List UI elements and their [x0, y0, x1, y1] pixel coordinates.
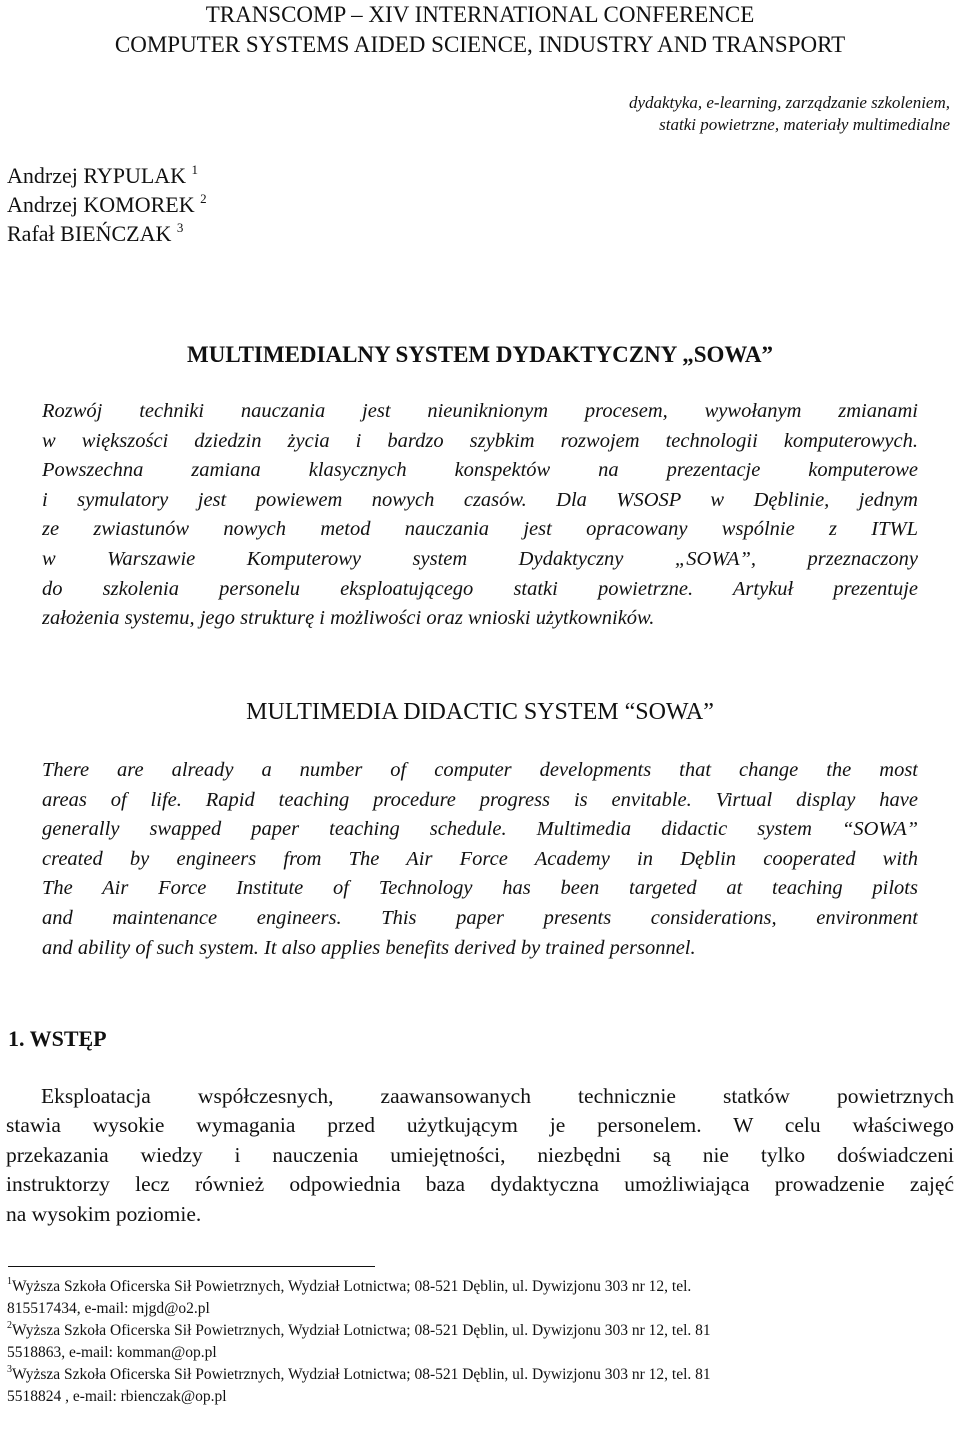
footnote-mark: 2 [7, 1320, 12, 1331]
author-affiliation-mark: 2 [200, 191, 207, 206]
footnote: $^2$Wyższa Szkoła Oficerska Sił Powietrznych, Wydział Lotnictwa; 08-521 Dęblin, ul. Dywizjonu 303 nr 12, tel. 81 [7, 1320, 711, 1339]
paper-title-en: MULTIMEDIA DIDACTIC SYSTEM “SOWA” [246, 699, 714, 725]
body-line: na wysokim poziomie. [6, 1201, 202, 1226]
author: Rafał BIEŃCZAK $^3$ [7, 220, 184, 246]
abstract-line: w Warszawie Komputerowy system Dydaktyczny „SOWA”, przeznaczony [42, 547, 918, 570]
keywords-line-2: statki powietrzne, materiały multimedialne [659, 115, 950, 134]
abstract-line: do szkolenia personelu eksploatującego statki powietrzne. Artykuł prezentuje [42, 577, 918, 600]
conference-subtitle: COMPUTER SYSTEMS AIDED SCIENCE, INDUSTRY AND TRANSPORT [114, 32, 846, 57]
abstract-line: created by engineers from The Air Force Academy in Dęblin cooperated with [42, 847, 918, 870]
abstract-line: w większości dziedzin życia i bardzo szybkim rozwojem technologii komputerowych. [42, 429, 918, 452]
footnotes [7, 1276, 949, 1408]
footnote-mark: 1 [7, 1276, 12, 1287]
footnote-divider [8, 1266, 375, 1267]
abstract-line: There are already a number of computer developments that change the most [42, 759, 918, 781]
abstract-line: The Air Force Institute of Technology has been targeted at teaching pilots [42, 877, 918, 900]
footnote-continuation: 815517434, e-mail: mjgd@o2.pl [7, 1300, 210, 1317]
abstract-line: Rozwój techniki nauczania jest nieuniknionym procesem, wywołanym zmianami [42, 400, 918, 422]
footnote: $^3$Wyższa Szkoła Oficerska Sił Powietrznych, Wydział Lotnictwa; 08-521 Dęblin, ul. Dywizjonu 303 nr 12, tel. 81 [7, 1364, 711, 1383]
abstract-line: and ability of such system. It also applies benefits derived by trained personnel. [42, 936, 696, 959]
abstract-line: areas of life. Rapid teaching procedure progress is envitable. Virtual display have [42, 788, 918, 811]
body-line: stawia wysokie wymagania przed użytkującym je personelem. W celu właściwego [6, 1113, 954, 1138]
author-affiliation-mark: 3 [176, 220, 184, 235]
abstract-line: Powszechna zamiana klasycznych konspektów na prezentacje komputerowe [42, 459, 918, 482]
body-line: Eksploatacja współczesnych, zaawansowanych technicznie statków powietrznych [41, 1084, 954, 1108]
footnote: $^1$Wyższa Szkoła Oficerska Sił Powietrznych, Wydział Lotnictwa; 08-521 Dęblin, ul. Dywizjonu 303 nr 12, tel. [7, 1276, 692, 1295]
abstract-en [42, 756, 918, 963]
body-line: przekazania wiedzy i nauczenia umiejętności, niezbędni są nie tylko doświadczeni [6, 1142, 954, 1167]
abstract-line: and maintenance engineers. This paper presents considerations, environment [42, 906, 918, 929]
keywords-line-1: dydaktyka, e-learning, zarządzanie szkoleniem, [628, 93, 950, 112]
abstract-line: ze zwiastunów nowych metod nauczania jest opracowany wspólnie z ITWL [42, 518, 918, 541]
footnote-continuation: 5518824 , e-mail: rbienczak@op.pl [7, 1388, 227, 1405]
body-line: instruktorzy lecz również odpowiednia baza dydaktyczna umożliwiająca prowadzenie zajęć [6, 1172, 954, 1197]
paper-title-pl: MULTIMEDIALNY SYSTEM DYDAKTYCZNY „SOWA” [187, 342, 773, 367]
abstract-line: założenia systemu, jego strukturę i możliwości oraz wnioski użytkowników. [42, 607, 655, 630]
author: Andrzej KOMOREK $^2$ [7, 191, 207, 217]
abstract-line: i symulatory jest powiewem nowych czasów. Dla WSOSP w Dęblinie, jednym [42, 488, 918, 511]
author: Andrzej RYPULAK $^1$ [7, 162, 199, 188]
section-body [6, 1082, 954, 1229]
footnote-mark: 3 [7, 1364, 12, 1375]
footnote-continuation: 5518863, e-mail: komman@op.pl [7, 1344, 217, 1361]
section-heading: 1. WSTĘP [8, 1026, 107, 1051]
conference-title: TRANSCOMP – XIV INTERNATIONAL CONFERENCE [205, 2, 755, 27]
author-affiliation-mark: 1 [191, 162, 199, 177]
abstract-line: generally swapped paper teaching schedule. Multimedia didactic system “SOWA” [42, 818, 918, 841]
abstract-pl [42, 397, 918, 634]
author-list [7, 161, 207, 248]
